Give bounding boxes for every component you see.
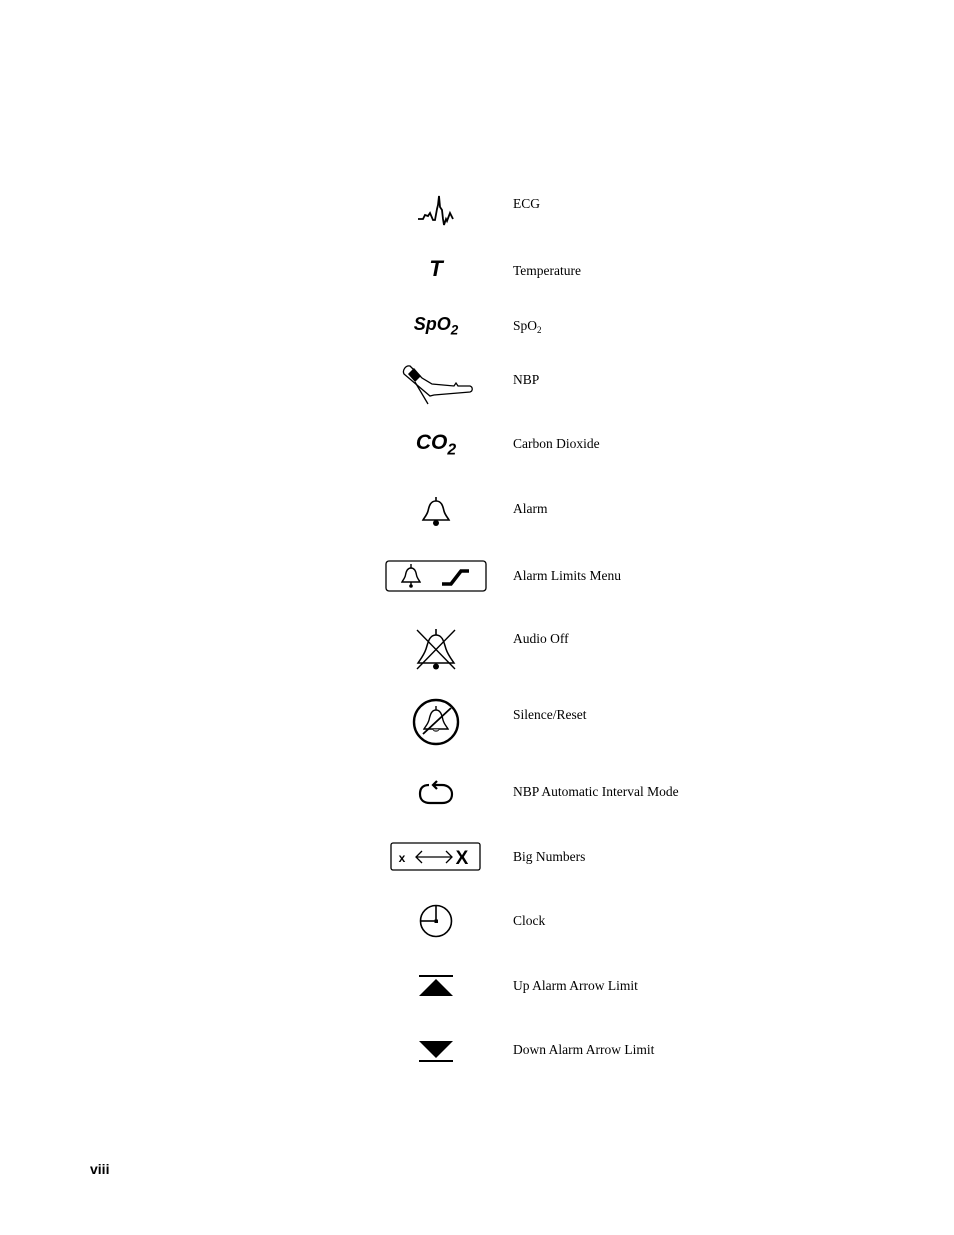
symbol-row-nbp <box>0 355 954 415</box>
ecg-waveform-icon <box>416 193 456 229</box>
temperature-t-icon: T <box>429 256 443 281</box>
symbol-label: Carbon Dioxide <box>513 436 600 451</box>
svg-text:x: x <box>398 851 406 865</box>
symbol-row-silence-reset <box>0 695 954 755</box>
audio-off-icon <box>414 627 458 671</box>
symbol-row-audio-off <box>0 620 954 680</box>
symbol-row-up-alarm-arrow-limit <box>0 965 954 1025</box>
nbp-arm-cuff-icon <box>398 362 474 408</box>
symbol-label: Up Alarm Arrow Limit <box>513 978 638 993</box>
spo2-text-icon: SpO$_2$ <box>413 313 459 338</box>
symbol-row-down-alarm-arrow-limit <box>0 1030 954 1090</box>
symbol-row-clock <box>0 900 954 960</box>
symbol-label: NBP <box>513 372 540 387</box>
nbp-auto-interval-icon <box>418 778 454 806</box>
symbol-label: Clock <box>513 913 546 928</box>
big-numbers-icon <box>390 842 482 872</box>
symbol-label: Audio Off <box>513 631 569 646</box>
symbol-label: Alarm <box>513 501 548 516</box>
symbol-row-alarm-limits-menu <box>0 555 954 615</box>
alarm-limits-menu-icon <box>385 560 487 592</box>
symbol-row-nbp-auto-interval <box>0 770 954 830</box>
symbol-row-big-numbers <box>0 835 954 895</box>
symbol-label: ECG <box>513 196 540 211</box>
symbol-label: Big Numbers <box>513 849 586 864</box>
symbol-label: SpO$_2$ <box>513 318 542 335</box>
alarm-bell-icon <box>419 495 453 529</box>
svg-text:X: X <box>455 848 469 869</box>
page-number: viii <box>90 1161 110 1177</box>
symbol-row-alarm <box>0 490 954 550</box>
co2-text-icon: $CO_2$ <box>415 431 457 459</box>
symbol-label: Temperature <box>513 263 582 278</box>
symbol-label: Down Alarm Arrow Limit <box>513 1042 655 1057</box>
clock-icon <box>418 903 454 939</box>
symbol-label: Silence/Reset <box>513 707 587 722</box>
symbol-row-ecg <box>0 180 954 240</box>
symbol-row-co2 <box>0 420 954 480</box>
down-alarm-arrow-limit-icon <box>418 1039 454 1063</box>
symbol-label: Alarm Limits Menu <box>513 568 621 583</box>
silence-reset-icon <box>411 698 461 746</box>
up-alarm-arrow-limit-icon <box>418 974 454 998</box>
symbol-label: NBP Automatic Interval Mode <box>513 784 679 799</box>
symbol-row-temperature <box>0 250 954 310</box>
